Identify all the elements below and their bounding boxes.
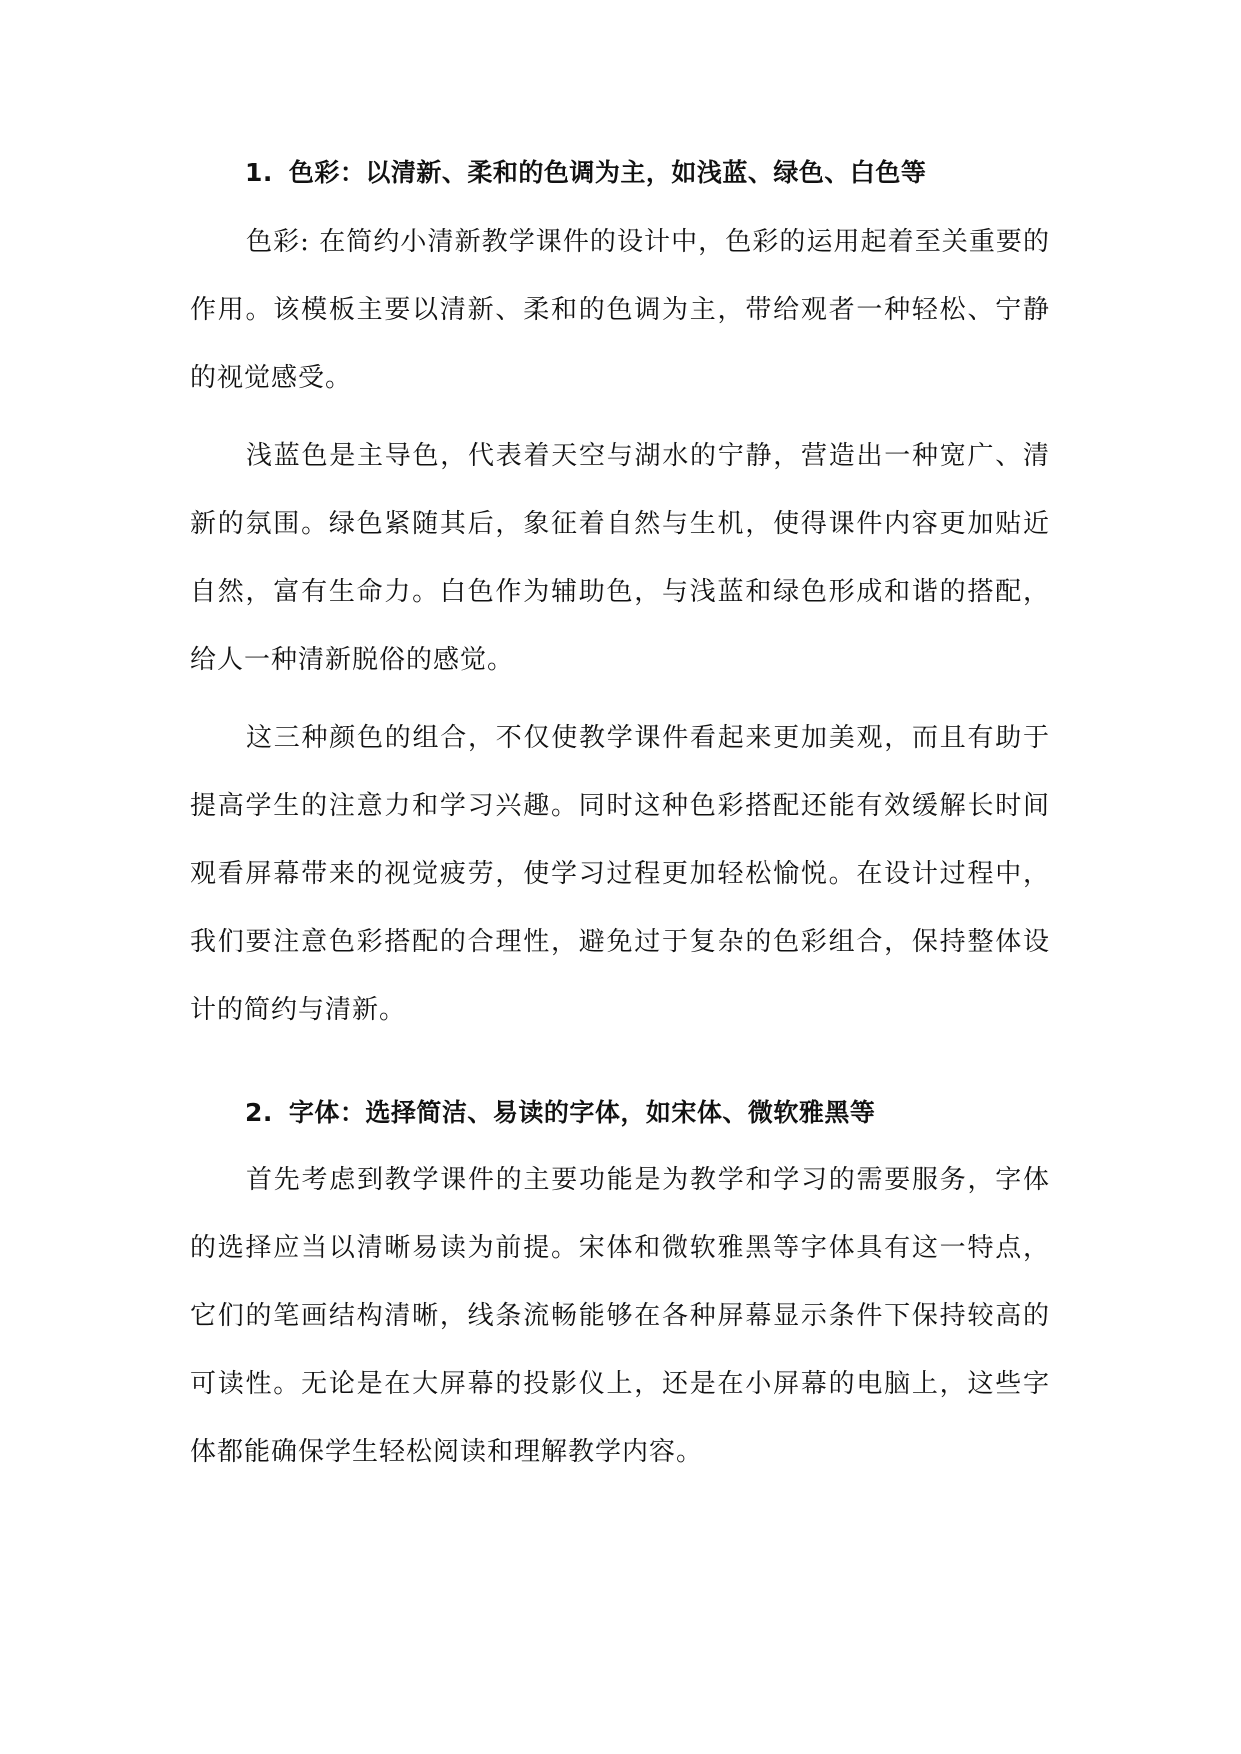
body-paragraph: 首先考虑到教学课件的主要功能是为教学和学习的需要服务，字体的选择应当以清晰易读为前提。宋体和微软雅黑等字体具有这一特点，它们的笔画结构清晰，线条流畅能够在各种屏幕显示条件下保持较高的可读性。无论是在大屏幕的投影仪上，还是在小屏幕的电脑上，这些字体都能确保学生轻松阅读和理解教学内容。	[190, 1165, 1050, 1467]
section-title: 字体：选择简洁、易读的字体，如宋体、微软雅黑等	[288, 1098, 876, 1127]
section-color	[190, 148, 1050, 1044]
section-font	[190, 1088, 1050, 1486]
body-paragraph: 色彩: 在简约小清新教学课件的设计中，色彩的运用起着至关重要的作用。该模板主要以清新、柔和的色调为主，带给观者一种轻松、宁静的视觉感受。	[190, 227, 1050, 393]
section-heading	[190, 1088, 1050, 1138]
body-paragraph: 浅蓝色是主导色，代表着天空与湖水的宁静，营造出一种宽广、清新的氛围。绿色紧随其后，象征着自然与生机，使得课件内容更加贴近自然，富有生命力。白色作为辅助色，与浅蓝和绿色形成和谐的搭配，给人一种清新脱俗的感觉。	[190, 441, 1050, 675]
body-paragraph: 这三种颜色的组合，不仅使教学课件看起来更加美观，而且有助于提高学生的注意力和学习兴趣。同时这种色彩搭配还能有效缓解长时间观看屏幕带来的视觉疲劳，使学习过程更加轻松愉悦。在设计过程中，我们要注意色彩搭配的合理性，避免过于复杂的色彩组合，保持整体设计的简约与清新。	[190, 723, 1050, 1025]
section-heading	[190, 148, 1050, 198]
section-number: 2.	[245, 1098, 273, 1127]
section-title: 色彩：以清新、柔和的色调为主，如浅蓝、绿色、白色等	[288, 158, 927, 187]
section-number: 1.	[245, 158, 273, 187]
document-body	[190, 148, 1050, 1486]
